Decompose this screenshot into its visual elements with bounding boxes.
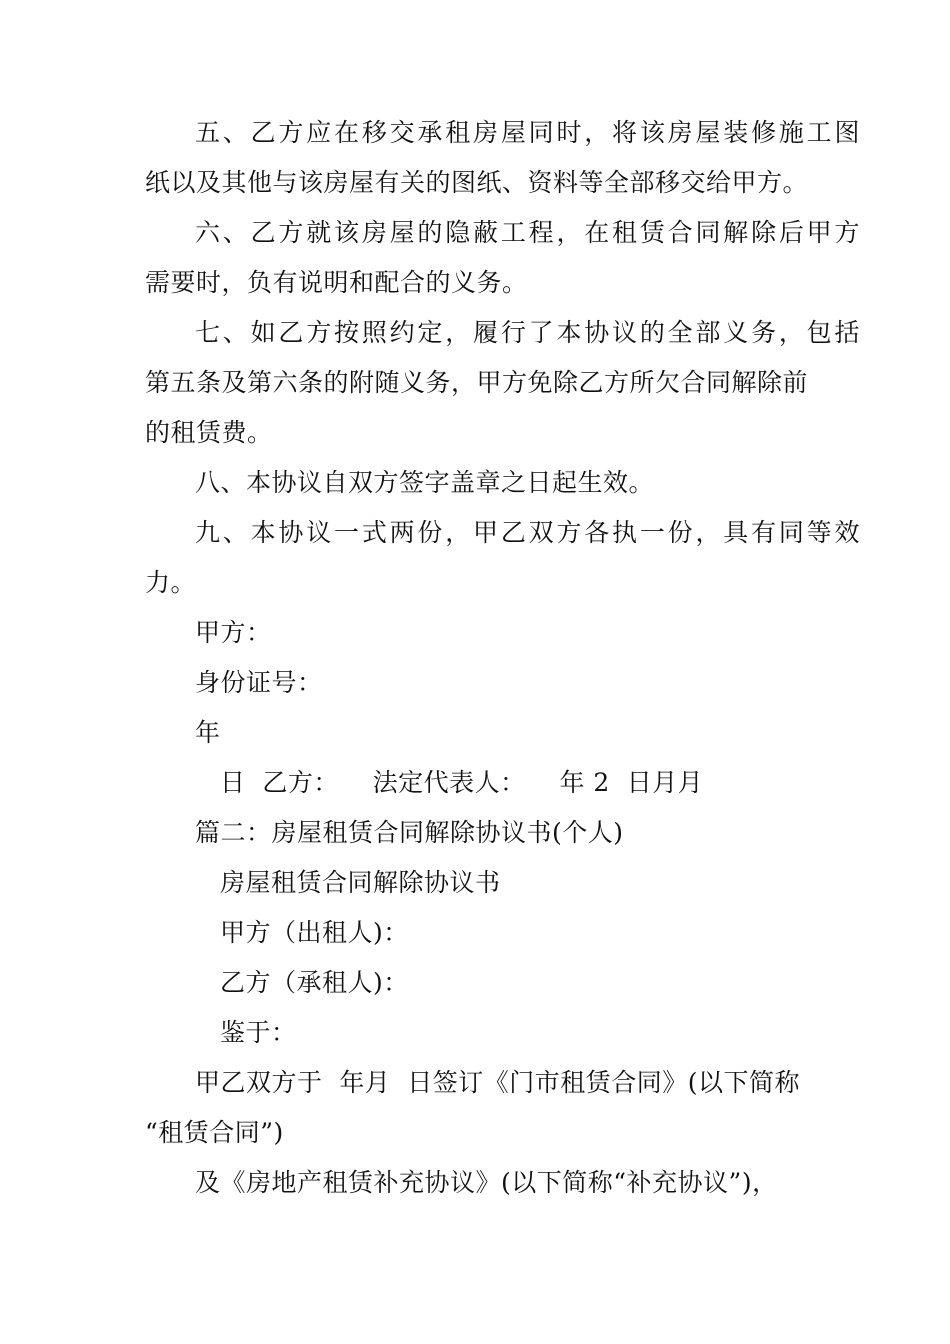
clause-5-line-1: 五、乙方应在移交承租房屋同时，将该房屋装修施工图: [195, 118, 860, 147]
clause-9-line-2: 力。: [145, 568, 197, 597]
clause-7-line-2: 第五条及第六条的附随义务，甲方免除乙方所欠合同解除前: [145, 368, 809, 397]
party-a-signature-label: 甲方：: [195, 618, 272, 647]
clause-5-line-2: 纸以及其他与该房屋有关的图纸、资料等全部移交给甲方。: [145, 168, 809, 197]
whereas-label: 鉴于：: [220, 1018, 297, 1047]
clause-7-line-1: 七、如乙方按照约定，履行了本协议的全部义务，包括: [195, 318, 860, 347]
signature-date-line: 日 乙方： 法定代表人： 年 2 日月月: [220, 768, 704, 797]
lessee-label: 乙方（承租人)：: [220, 968, 409, 997]
clause-9-line-1: 九、本协议一式两份，甲乙双方各执一份，具有同等效: [195, 518, 860, 547]
clause-6-line-2: 需要时，负有说明和配合的义务。: [145, 268, 528, 297]
part-two-heading: 篇二：房屋租赁合同解除协议书(个人): [195, 818, 624, 847]
lessor-label: 甲方（出租人)：: [220, 918, 409, 947]
year-label: 年: [195, 718, 221, 747]
clause-6-line-1: 六、乙方就该房屋的隐蔽工程，在租赁合同解除后甲方: [195, 218, 860, 247]
recital-line-3: 及《房地产租赁补充协议》(以下简称“补充协议”)，: [195, 1168, 778, 1197]
agreement-title: 房屋租赁合同解除协议书: [220, 868, 501, 897]
clause-7-line-3: 的租赁费。: [145, 418, 273, 447]
clause-8-line-1: 八、本协议自双方签字盖章之日起生效。: [195, 468, 655, 497]
recital-line-1: 甲乙双方于 年月 日签订《门市租赁合同》(以下简称: [195, 1068, 801, 1097]
recital-line-2: “租赁合同”): [145, 1118, 284, 1147]
id-number-label: 身份证号：: [195, 668, 323, 697]
